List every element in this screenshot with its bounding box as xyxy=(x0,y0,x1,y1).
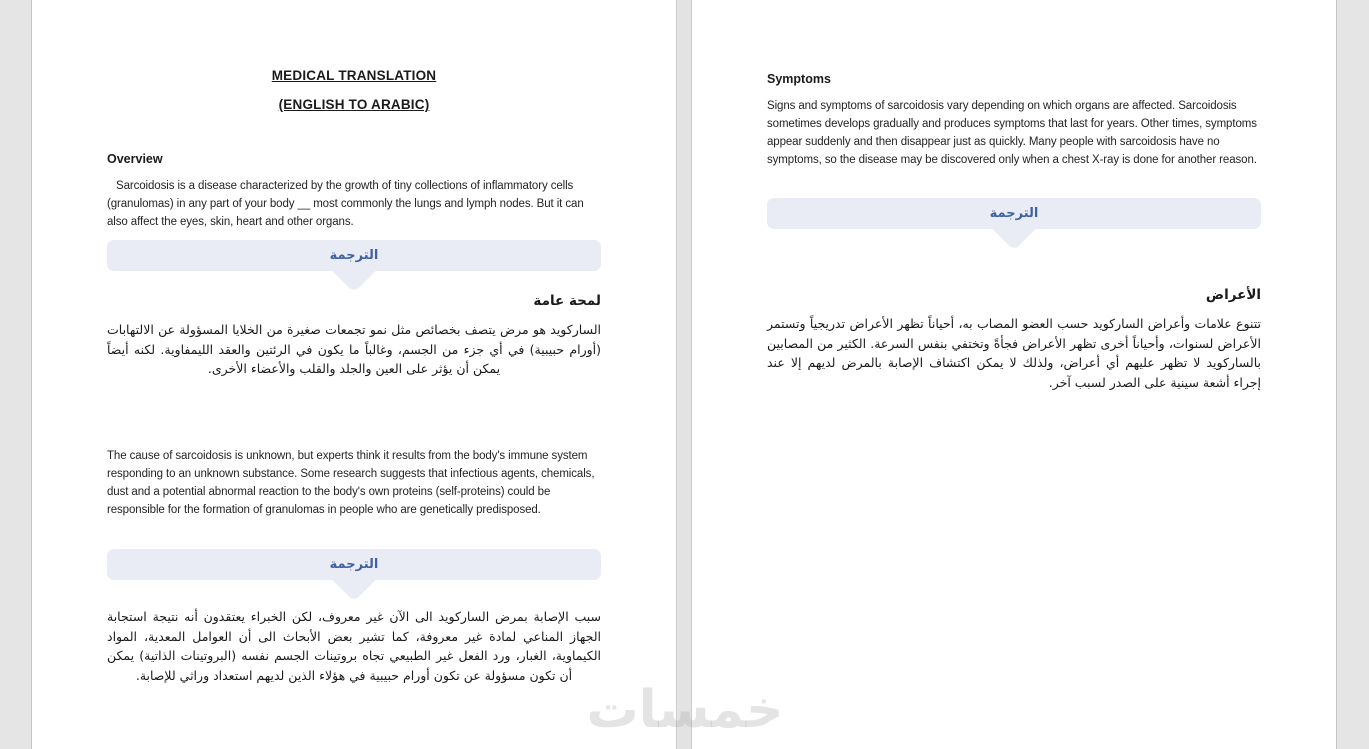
translation-banner-label: الترجمة xyxy=(329,557,379,572)
translation-banner-label: الترجمة xyxy=(989,206,1039,221)
overview-heading: Overview xyxy=(107,152,163,166)
document-title-line1: MEDICAL TRANSLATION xyxy=(271,68,437,83)
document-page-right[interactable] xyxy=(691,0,1337,749)
cause-paragraph: The cause of sarcoidosis is unknown, but experts think it results from the body's immune system responding to an unknown substance. Some research suggests that infectious agents, chemicals, dust and a potential abnormal reaction to the body's own proteins (self-proteins) could be responsible for the formation of granulomas in people who are genetically predisposed. xyxy=(107,450,595,516)
overview-paragraph: Sarcoidosis is a disease characterized by the growth of tiny collections of inflammatory cells (granulomas) in any part of your body __ most commonly the lungs and lymph nodes. But it can also affect the eyes, skin, heart and other organs. xyxy=(107,180,584,228)
symptoms-paragraph: Signs and symptoms of sarcoidosis vary depending on which organs are affected. Sarcoidosis sometimes develops gradually and produces symptoms that last for years. Other times, symptoms appear suddenly and then disappear just as quickly. Many people with sarcoidosis have no symptoms, so the disease may be discovered only when a chest X-ray is done for another reason. xyxy=(767,100,1257,166)
translation-banner xyxy=(107,240,601,271)
translation-banner xyxy=(767,198,1261,229)
page-gap-divider xyxy=(678,0,691,749)
symptoms-heading: Symptoms xyxy=(767,72,831,86)
translation-banner-label: الترجمة xyxy=(329,248,379,263)
translation-banner xyxy=(107,549,601,580)
cause-paragraph-arabic: سبب الإصابة بمرض الساركويد الى الآن غير معروف، لكن الخبراء يعتقدون أنه نتيجة استجابة الجهاز المناعي لمادة غير معروفة، كما تشير بعض الأبحاث الى أن العوامل المعدية، المواد الكيماوية، الغبار، ورد الفعل غير الطبيعي تجاه بروتينات الجسم نفسه (البروتينات الذاتية) يمكن أن تكون مسؤولة عن تكون أورام حبيبية في هؤلاء الذين لديهم استعداد وراثي للإصابة. xyxy=(107,609,601,683)
document-page-left[interactable] xyxy=(31,0,677,749)
document-title-line2: (ENGLISH TO ARABIC) xyxy=(278,97,430,112)
khamsat-watermark: خمسات xyxy=(586,680,784,740)
symptoms-paragraph-arabic: تتنوع علامات وأعراض الساركويد حسب العضو المصاب به، أحياناً تظهر الأعراض تدريجياً وتستمر الأعراض لسنوات، وأحياناً أخرى تظهر الأعراض فجأةً وتختفي بنفس السرعة. الكثير من المصابين بالساركويد لا تظهر عليهم أي أعراض، ولذلك لا يمكن اكتشاف الإصابة بالمرض لديهم إلا عند إجراء أشعة سينية على الصدر لسبب آخر. xyxy=(767,316,1261,390)
overview-paragraph-arabic: الساركويد هو مرض يتصف بخصائص مثل نمو تجمعات صغيرة من الخلايا المسؤولة عن الالتهابات (أورام حبيبية) في أي جزء من الجسم، وغالباً ما يكون في الرئتين والعقد الليمفاوية. لكنه أيضاً يمكن أن يؤثر على العين والجلد والقلب والأعضاء الأخرى. xyxy=(107,322,601,376)
overview-heading-arabic: لمحة عامة xyxy=(533,293,601,309)
symptoms-heading-arabic: الأعراض xyxy=(1205,287,1261,303)
